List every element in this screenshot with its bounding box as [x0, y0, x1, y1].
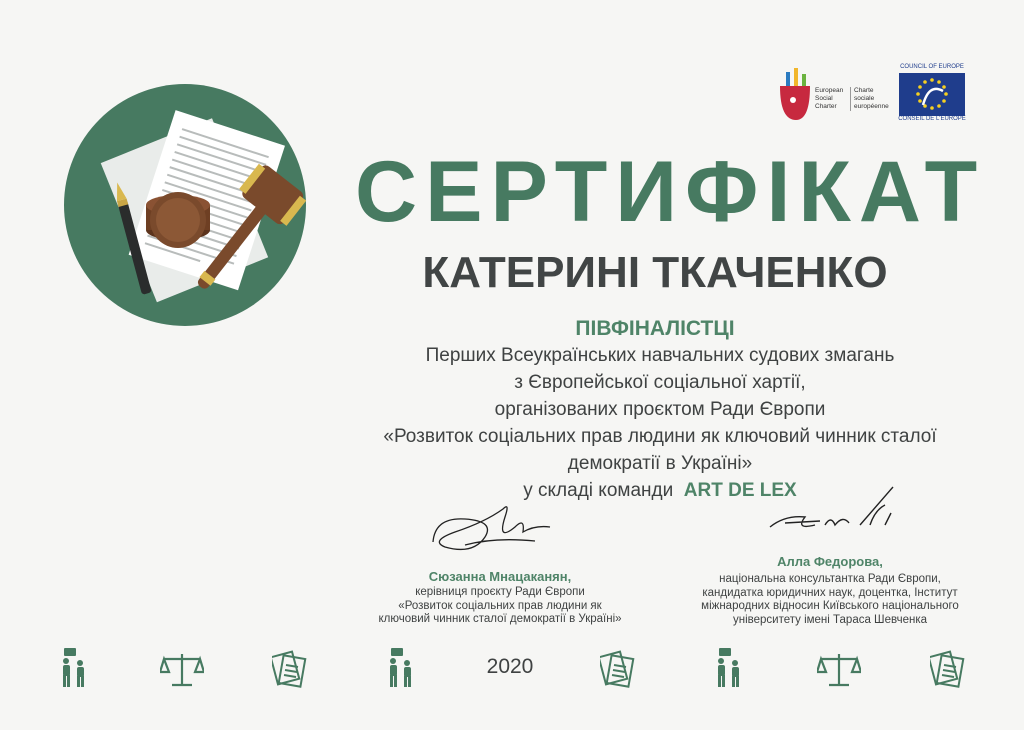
certificate-year: 2020	[486, 655, 534, 678]
esc-line: Charte	[854, 87, 874, 94]
signature-right-role	[670, 573, 990, 627]
people-icon	[385, 648, 417, 688]
role-line: національна консультантка Ради Європи,	[719, 573, 941, 585]
esc-line: sociale	[854, 95, 875, 102]
signature-left-role	[350, 586, 650, 627]
body-line: організованих проєктом Ради Європи	[494, 399, 826, 420]
coe-logo-top-text: COUNCIL OF EUROPE	[900, 64, 964, 70]
signature-right-name: Алла Федорова,	[777, 554, 883, 569]
body-line: демократії в Україні»	[567, 453, 753, 474]
esc-line: européenne	[854, 103, 889, 110]
people-icon	[58, 648, 90, 688]
role-line: «Розвиток соціальних прав людини як	[398, 599, 602, 612]
role-line: університету імені Тараса Шевченка	[732, 613, 928, 626]
role-line: ключовий чинник сталої демократії в Україні»	[378, 613, 622, 625]
body-line: Перших Всеукраїнських навчальних судових змагань	[425, 345, 895, 366]
body-line: з Європейської соціальної хартії,	[514, 372, 806, 393]
award-title: ПІВФІНАЛІСТЦІ	[575, 317, 735, 340]
gavel-emblem-icon	[63, 80, 333, 330]
signature-left-name: Сюзанна Мнацаканян,	[428, 569, 572, 584]
signature-left-icon	[425, 497, 555, 562]
documents-icon	[930, 650, 966, 688]
scales-icon	[817, 652, 861, 688]
esc-line: Social	[815, 95, 833, 102]
documents-icon	[272, 650, 308, 688]
body-line: «Розвиток соціальних прав людини як ключовий чинник сталої	[383, 426, 937, 447]
people-icon	[713, 648, 745, 688]
documents-icon	[600, 650, 636, 688]
team-prefix: у складі команди	[523, 480, 674, 501]
esc-line: European	[815, 87, 844, 94]
coe-logo-bottom-text: CONSEIL DE L'EUROPE	[898, 116, 966, 122]
role-line: міжнародних відносин Київського національного	[701, 600, 959, 612]
certificate-title: СЕРТИФІКАТ	[355, 144, 986, 240]
esc-logo-text-en	[815, 87, 843, 111]
scales-icon	[160, 652, 204, 688]
council-of-europe-flag-icon	[899, 73, 965, 116]
team-name: ART DE LEX	[683, 480, 797, 501]
esc-logo-text-fr	[850, 87, 889, 111]
role-line: керівниця проєкту Ради Європи	[415, 586, 585, 598]
recipient-name: КАТЕРИНІ ТКАЧЕНКО	[422, 248, 888, 297]
signature-right-icon	[765, 485, 905, 545]
role-line: кандидатка юридичних наук, доцентка, Інститут	[702, 586, 958, 599]
esc-line: Charter	[815, 103, 837, 110]
